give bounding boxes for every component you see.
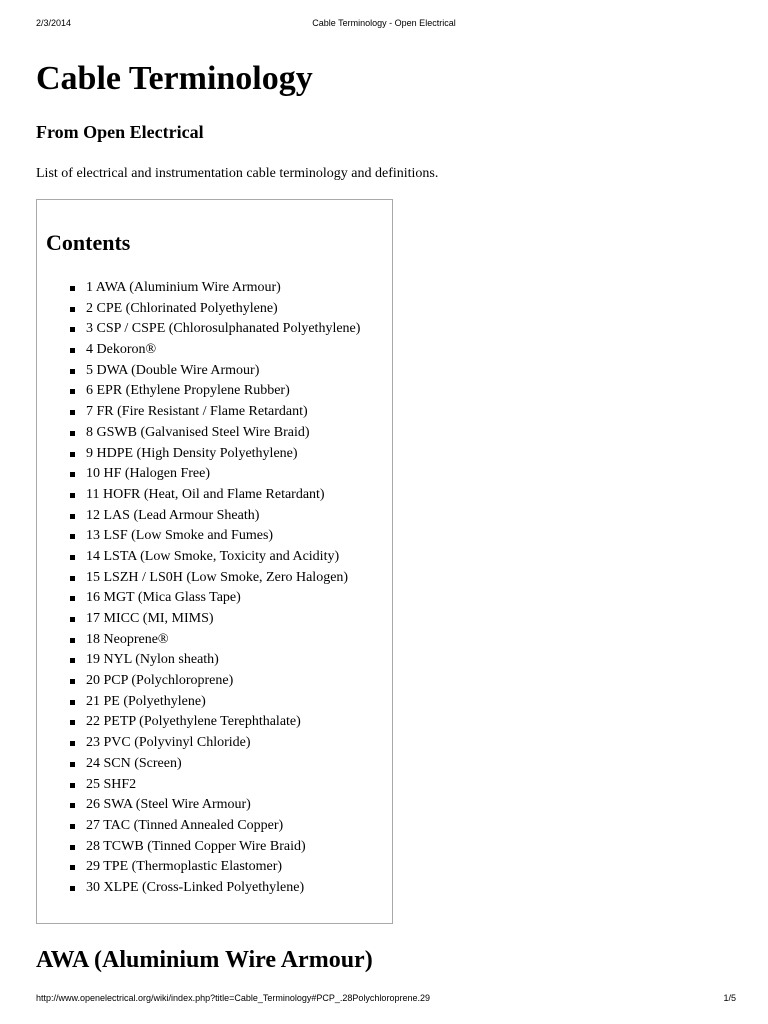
print-footer: [0, 993, 768, 1007]
toc-link[interactable]: 13 LSF (Low Smoke and Fumes): [86, 528, 274, 544]
toc-item: [37, 568, 360, 589]
print-page-title: Cable Terminology - Open Electrical: [312, 18, 456, 28]
toc-item: [37, 837, 360, 858]
bullet-icon: [70, 472, 75, 477]
toc-link[interactable]: 17 MICC (MI, MIMS): [86, 611, 214, 626]
toc-link[interactable]: 22 PETP (Polyethylene Terephthalate): [86, 714, 301, 730]
bullet-icon: [70, 679, 75, 684]
toc-link[interactable]: 30 XLPE (Cross-Linked Polyethylene): [86, 879, 305, 895]
bullet-icon: [70, 617, 75, 622]
toc-item: [37, 547, 360, 568]
toc-link[interactable]: 6 EPR (Ethylene Propylene Rubber): [86, 383, 290, 399]
toc-link[interactable]: 8 GSWB (Galvanised Steel Wire Braid): [86, 424, 310, 440]
toc-link[interactable]: 10 HF (Halogen Free): [86, 466, 211, 482]
bullet-icon: [70, 658, 75, 663]
bullet-icon: [70, 389, 75, 394]
bullet-icon: [70, 886, 75, 891]
toc-item: [37, 381, 360, 402]
toc-item: [37, 609, 360, 630]
toc-item: [37, 464, 360, 485]
toc-item: [37, 712, 360, 733]
bullet-icon: [70, 410, 75, 415]
toc-item: [37, 733, 360, 754]
print-page-number: 1/5: [723, 993, 736, 1003]
toc-item: [37, 485, 360, 506]
toc-item: [37, 878, 360, 899]
toc-item: [37, 402, 360, 423]
toc-item: [37, 340, 360, 361]
toc-item: [37, 526, 360, 547]
toc-link[interactable]: 27 TAC (Tinned Annealed Copper): [86, 817, 284, 833]
bullet-icon: [70, 803, 75, 808]
toc-item: [37, 423, 360, 444]
table-of-contents: [36, 199, 393, 924]
toc-item: [37, 671, 360, 692]
print-date: 2/3/2014: [36, 18, 72, 28]
bullet-icon: [70, 720, 75, 725]
print-header: [0, 18, 768, 32]
bullet-icon: [70, 824, 75, 829]
toc-item: [37, 444, 360, 465]
toc-link[interactable]: 28 TCWB (Tinned Copper Wire Braid): [86, 838, 306, 854]
print-url: http://www.openelectrical.org/wiki/index.php?title=Cable_Terminology#PCP_.28Polychloroprene.29: [36, 993, 430, 1003]
toc-link[interactable]: 16 MGT (Mica Glass Tape): [86, 590, 241, 606]
bullet-icon: [70, 865, 75, 870]
toc-link[interactable]: 20 PCP (Polychloroprene): [86, 673, 234, 689]
toc-link[interactable]: 2 CPE (Chlorinated Polyethylene): [86, 300, 278, 316]
toc-link[interactable]: 18 Neoprene®: [86, 631, 169, 647]
toc-title: Contents: [46, 230, 131, 255]
bullet-icon: [70, 596, 75, 601]
bullet-icon: [70, 327, 75, 332]
toc-link[interactable]: 26 SWA (Steel Wire Armour): [86, 797, 251, 813]
bullet-icon: [70, 700, 75, 705]
intro-paragraph: List of electrical and instrumentation cable terminology and definitions.: [36, 166, 439, 181]
bullet-icon: [70, 576, 75, 581]
toc-link[interactable]: 15 LSZH / LS0H (Low Smoke, Zero Halogen): [86, 569, 349, 585]
toc-item: [37, 692, 360, 713]
bullet-icon: [70, 741, 75, 746]
toc-link[interactable]: 11 HOFR (Heat, Oil and Flame Retardant): [86, 486, 325, 502]
toc-item: [37, 816, 360, 837]
bullet-icon: [70, 638, 75, 643]
toc-link[interactable]: 3 CSP / CSPE (Chlorosulphanated Polyethylene): [86, 321, 361, 337]
toc-item: [37, 588, 360, 609]
toc-link[interactable]: 24 SCN (Screen): [86, 755, 182, 771]
toc-item: [37, 795, 360, 816]
toc-list: [37, 278, 360, 899]
toc-item: [37, 361, 360, 382]
toc-item: [37, 506, 360, 527]
bullet-icon: [70, 514, 75, 519]
toc-item: [37, 299, 360, 320]
toc-link[interactable]: 5 DWA (Double Wire Armour): [86, 362, 260, 378]
bullet-icon: [70, 534, 75, 539]
toc-item: [37, 278, 360, 299]
toc-link[interactable]: 9 HDPE (High Density Polyethylene): [86, 445, 298, 461]
bullet-icon: [70, 452, 75, 457]
bullet-icon: [70, 493, 75, 498]
bullet-icon: [70, 555, 75, 560]
bullet-icon: [70, 762, 75, 767]
toc-link[interactable]: 14 LSTA (Low Smoke, Toxicity and Acidity): [86, 548, 340, 564]
page-title: Cable Terminology: [36, 60, 313, 97]
bullet-icon: [70, 431, 75, 436]
toc-link[interactable]: 19 NYL (Nylon sheath): [86, 652, 219, 668]
toc-item: [37, 857, 360, 878]
bullet-icon: [70, 783, 75, 788]
bullet-icon: [70, 348, 75, 353]
bullet-icon: [70, 307, 75, 312]
toc-link[interactable]: 4 Dekoron®: [86, 342, 157, 358]
site-subtitle: From Open Electrical: [36, 122, 204, 142]
toc-link[interactable]: 25 SHF2: [86, 776, 137, 792]
toc-link[interactable]: 23 PVC (Polyvinyl Chloride): [86, 735, 251, 751]
bullet-icon: [70, 369, 75, 374]
bullet-icon: [70, 845, 75, 850]
section-heading: AWA (Aluminium Wire Armour): [36, 947, 373, 973]
toc-item: [37, 319, 360, 340]
toc-item: [37, 630, 360, 651]
toc-link[interactable]: 29 TPE (Thermoplastic Elastomer): [86, 859, 283, 875]
bullet-icon: [70, 286, 75, 291]
toc-link[interactable]: 7 FR (Fire Resistant / Flame Retardant): [86, 404, 308, 420]
toc-link[interactable]: 21 PE (Polyethylene): [86, 693, 206, 709]
toc-item: [37, 775, 360, 796]
toc-link[interactable]: 1 AWA (Aluminium Wire Armour): [86, 280, 281, 295]
toc-item: [37, 754, 360, 775]
toc-link[interactable]: 12 LAS (Lead Armour Sheath): [86, 507, 260, 523]
toc-item: [37, 650, 360, 671]
